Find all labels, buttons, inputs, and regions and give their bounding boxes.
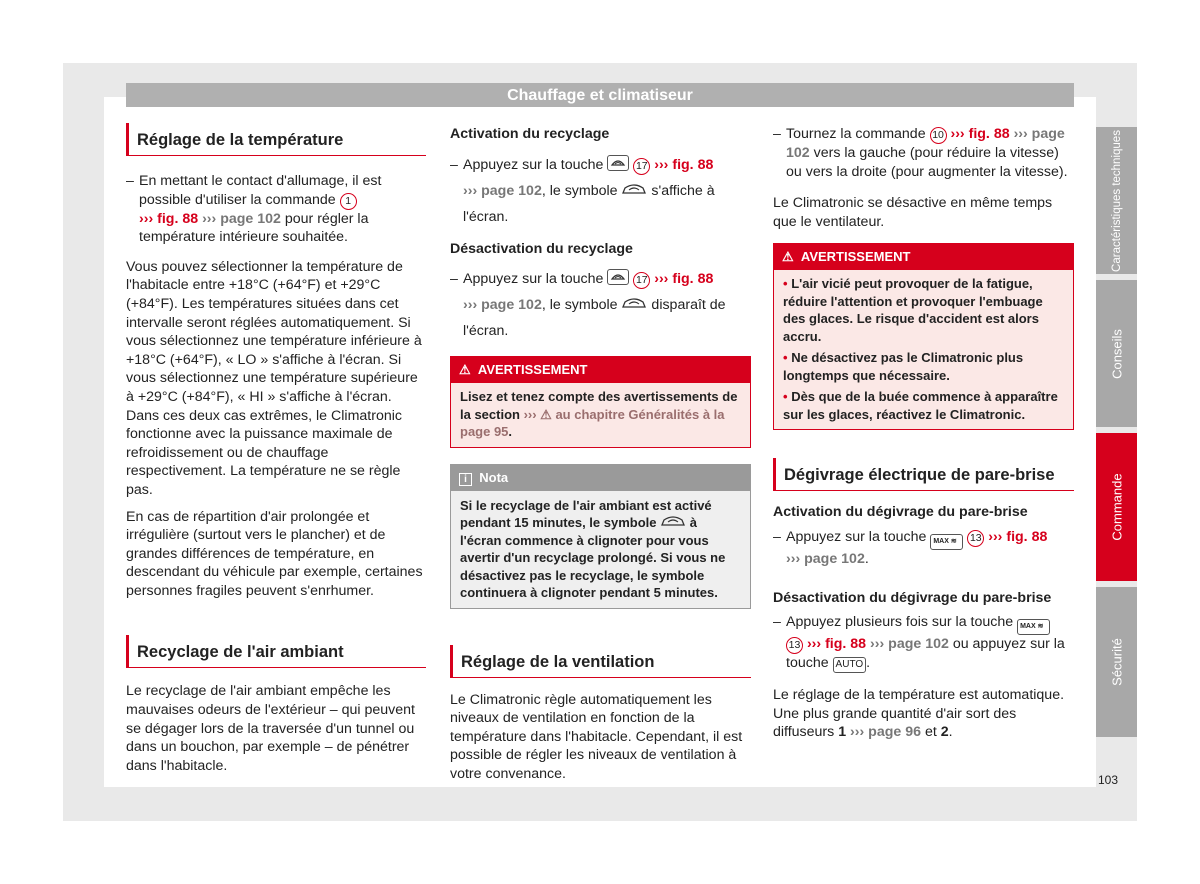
note-box bbox=[450, 464, 751, 609]
figure-link[interactable]: ››› fig. 88 bbox=[806, 636, 867, 653]
note-header bbox=[451, 465, 750, 491]
callout-number: 17 bbox=[633, 272, 650, 289]
warning-triangle-icon: ⚠ bbox=[459, 362, 471, 378]
instruction-text: . bbox=[866, 655, 871, 672]
tab-label: Sécurité bbox=[1109, 638, 1124, 686]
page-link[interactable]: ››› page 102 bbox=[870, 636, 949, 653]
column-middle bbox=[450, 118, 751, 784]
recirculation-key-icon bbox=[607, 269, 629, 285]
warning-text: Lisez et tenez compte des avertissements de la section bbox=[460, 389, 738, 422]
column-right bbox=[773, 118, 1074, 742]
warning-list-item: • L'air vicié peut provoquer de la fatigue, réduire l'attention et provoquer l'embuage des glaces. Le risque d'accident est alors accru. bbox=[783, 276, 1043, 344]
paragraph: Vous pouvez sélectionner la température de l'habitacle entre +18°C (+64°F) et +29°C (+84°F). Les températures situées dans cet intervalle seront réglées automatiquement. Si vous sélectionnez une température inférieure à +18°C (+64°F), « LO » s'affiche à l'écran. Si vous sélectionnez une température supérieure à +29°C (+84°F), « HI » s'affiche à l'écran. Dans ces deux cas extrêmes, le Climatronic fonctionne avec la puissance maximale de refroidissement ou de chauffage respectivement. La température ne se règle pas. bbox=[126, 258, 422, 498]
warning-header-label: AVERTISSEMENT bbox=[800, 249, 911, 265]
page-link[interactable]: ››› page 102 bbox=[463, 182, 542, 199]
figure-link[interactable]: ››› fig. 88 bbox=[988, 528, 1048, 545]
warning-header bbox=[451, 357, 750, 383]
page-link[interactable]: ››› page 102 bbox=[202, 210, 281, 227]
info-icon: i bbox=[459, 473, 472, 486]
key-label: MAX bbox=[1020, 623, 1036, 631]
instruction-text: En mettant le contact d'allumage, il est possible d'utiliser la commande bbox=[139, 173, 382, 208]
chapter-link[interactable]: ››› ⚠ au chapitre Généralités à la page 95 bbox=[460, 406, 725, 440]
warning-triangle-icon: ⚠ bbox=[782, 249, 794, 265]
instruction-text: disparaît de l'écran. bbox=[463, 297, 726, 340]
recirculation-key-icon bbox=[607, 155, 629, 171]
callout-number: 10 bbox=[930, 127, 947, 144]
note-header-label: Nota bbox=[479, 469, 509, 485]
warning-text: L'air vicié peut provoquer de la fatigue, réduire l'attention et provoquer l'embuage des glaces. Le risque d'accident est alors accru. bbox=[783, 276, 1043, 344]
subsection-title: Désactivation du dégivrage du pare-brise bbox=[773, 589, 1052, 606]
tab-caracteristiques-techniques[interactable] bbox=[1096, 127, 1137, 274]
instruction-text: . bbox=[864, 550, 869, 567]
outlet-number: 1 bbox=[838, 724, 847, 741]
chapter-header: Chauffage et climatiseur bbox=[126, 83, 1074, 107]
list-item: – Appuyez sur la touche MAX ≋ 13 ››› fig. 88 ››› page 102. bbox=[773, 528, 1048, 567]
page-link[interactable]: ››› page 102 bbox=[786, 550, 865, 567]
list-item: – Tournez la commande 10 ››› fig. 88 ››› page 102 vers la gauche (pour réduire la vitesse) ou vers la droite (pour augmenter la vitesse). bbox=[773, 126, 1068, 180]
warning-text: Dès que de la buée commence à apparaître sur les glaces, réactivez le Climatronic. bbox=[783, 389, 1058, 422]
instruction-text: , le symbole bbox=[541, 297, 622, 314]
warning-box bbox=[773, 243, 1074, 430]
page-number: 103 bbox=[1098, 773, 1119, 787]
paragraph: Le Climatronic se désactive en même temps que le ventilateur. bbox=[773, 195, 1053, 230]
key-label: MAX bbox=[933, 537, 949, 545]
page-link[interactable]: ››› page 102 bbox=[786, 126, 1065, 161]
instruction-text: Appuyez plusieurs fois sur la touche bbox=[786, 614, 1018, 631]
page-link[interactable]: ››› page 102 bbox=[463, 297, 542, 314]
warning-list-item: • Ne désactivez pas le Climatronic plus longtemps que nécessaire. bbox=[783, 350, 1024, 383]
figure-link[interactable]: ››› fig. 88 bbox=[139, 210, 199, 227]
section-title-defrost: Dégivrage électrique de pare-brise bbox=[773, 458, 1074, 491]
subsection-title: Désactivation du recyclage bbox=[450, 240, 633, 257]
paragraph-text: et bbox=[921, 724, 941, 741]
page-link[interactable]: ››› page 96 bbox=[850, 724, 921, 741]
instruction-text: ou appuyez sur la touche bbox=[786, 636, 1065, 672]
list-item: – Appuyez sur la touche 17 ››› fig. 88 ››› page 102, le symbole disparaît de l'écran. bbox=[450, 271, 726, 340]
warning-text: . bbox=[508, 424, 513, 440]
paragraph bbox=[773, 686, 1074, 742]
tab-conseils[interactable] bbox=[1096, 280, 1137, 427]
paragraph-text: . bbox=[948, 724, 953, 741]
warning-header-label: AVERTISSEMENT bbox=[477, 362, 588, 378]
instruction-text: Appuyez sur la touche bbox=[786, 528, 931, 545]
max-defrost-key-icon: MAX ≋ bbox=[1017, 619, 1050, 635]
tab-commande[interactable] bbox=[1096, 433, 1137, 581]
paragraph-text: Le réglage de la température est automatique. Une plus grande quantité d'air sort des diffuseurs bbox=[773, 687, 1065, 741]
tab-label: Caractéristiques techniques bbox=[1110, 129, 1123, 272]
warning-list-item: • Dès que de la buée commence à apparaître sur les glaces, réactivez le Climatronic. bbox=[783, 389, 1058, 422]
subsection-title: Activation du dégivrage du pare-brise bbox=[773, 504, 1028, 521]
instruction-text: Appuyez sur la touche bbox=[463, 156, 608, 173]
callout-number: 1 bbox=[340, 193, 357, 210]
list-item: – En mettant le contact d'allumage, il est possible d'utiliser la commande 1 ››› fig. 88 ››› page 102 pour régler la température intérieure souhaitée. bbox=[126, 173, 382, 246]
warning-body bbox=[451, 383, 750, 447]
instruction-text: Appuyez sur la touche bbox=[463, 271, 608, 288]
warning-box bbox=[450, 356, 751, 448]
instruction-text: vers la gauche (pour réduire la vitesse) ou vers la droite (pour augmenter la vitesse). bbox=[786, 145, 1068, 180]
note-body bbox=[451, 491, 750, 608]
section-title-recycling: Recyclage de l'air ambiant bbox=[126, 635, 426, 668]
column-left bbox=[126, 118, 426, 775]
tab-label: Conseils bbox=[1109, 328, 1124, 379]
recirculation-car-icon bbox=[621, 297, 647, 313]
tab-label: Commande bbox=[1109, 473, 1124, 541]
warning-header bbox=[774, 244, 1073, 270]
instruction-text: , le symbole bbox=[541, 182, 622, 199]
paragraph: Le recyclage de l'air ambiant empêche les mauvaises odeurs de l'extérieur – qui peuvent se dégager lors de la traversée d'un tunnel ou dans un bouchon, par exemple – de pénétrer dans l'habitacle. bbox=[126, 683, 415, 774]
section-title-temperature: Réglage de la température bbox=[126, 123, 426, 156]
subsection-title: Activation du recyclage bbox=[450, 126, 610, 142]
auto-key: AUTO bbox=[833, 657, 867, 673]
tab-securite[interactable] bbox=[1096, 587, 1137, 737]
warning-body bbox=[774, 270, 1073, 429]
paragraph: En cas de répartition d'air prolongée et irrégulière (surtout vers le plancher) et de grandes différences de température, en descendant du véhicule par exemple, certaines personnes fragiles peuvent s'enrhumer. bbox=[126, 508, 423, 599]
callout-number: 17 bbox=[633, 158, 650, 175]
figure-link[interactable]: ››› fig. 88 bbox=[654, 156, 714, 173]
list-item: – Appuyez plusieurs fois sur la touche MAX ≋ 13 ››› fig. 88 ››› page 102 ou appuyez sur la touche AUTO . bbox=[773, 614, 1065, 672]
recirculation-car-icon bbox=[660, 515, 686, 530]
paragraph: Le Climatronic règle automatiquement les niveaux de ventilation en fonction de la température dans l'habitacle. Cependant, il est possible de régler les niveaux de ventilation à votre convenance. bbox=[450, 691, 743, 783]
list-item: – Appuyez sur la touche 17 ››› fig. 88 ››› page 102, le symbole s'affiche à l'écran. bbox=[450, 156, 715, 225]
instruction-text: s'affiche à l'écran. bbox=[463, 182, 715, 225]
note-text: à l'écran commence à clignoter pour vous avertir d'un recyclage prolongé. Si vous ne désactivez pas le recyclage, le symbole continuera à clignoter pendant 5 minutes. bbox=[460, 515, 726, 601]
instruction-text: pour régler la température intérieure souhaitée. bbox=[139, 210, 369, 246]
callout-number: 13 bbox=[786, 637, 803, 654]
recirculation-car-icon bbox=[621, 183, 647, 199]
callout-number: 13 bbox=[967, 530, 984, 547]
figure-link[interactable]: ››› fig. 88 bbox=[950, 126, 1010, 142]
section-title-ventilation: Réglage de la ventilation bbox=[450, 645, 751, 678]
outlet-number: 2 bbox=[940, 724, 949, 741]
figure-link[interactable]: ››› fig. 88 bbox=[654, 271, 714, 288]
warning-text: Ne désactivez pas le Climatronic plus longtemps que nécessaire. bbox=[783, 350, 1024, 383]
instruction-text: Tournez la commande bbox=[786, 126, 930, 142]
max-defrost-key-icon: MAX ≋ bbox=[930, 534, 963, 550]
note-text: Si le recyclage de l'air ambiant est activé pendant 15 minutes, le symbole bbox=[460, 497, 712, 531]
